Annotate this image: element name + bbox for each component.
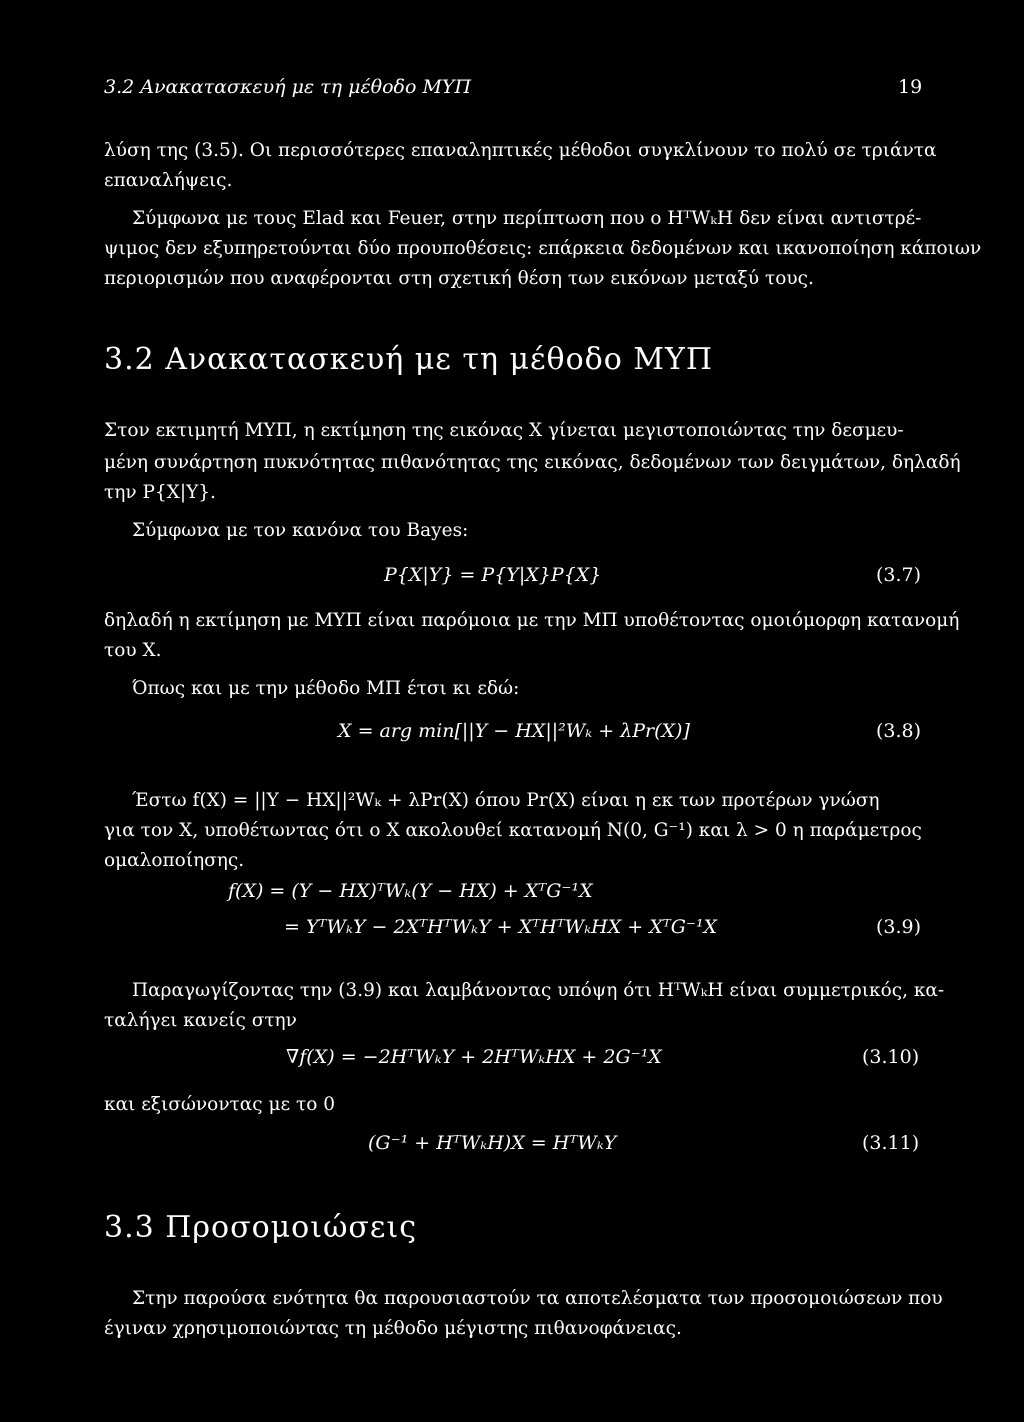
paragraph-line: Έστω f(X) = ||Y − HX||²Wₖ + λPr(X) όπου Pr(X) είναι η εκ των προτέρων γνώση: [132, 790, 880, 811]
equation-3-8: X = arg min[||Y − HX||²Wₖ + λPr(X)]: [338, 720, 690, 742]
equation-3-9-line2: = YᵀWₖY − 2XᵀHᵀWₖY + XᵀHᵀWₖHX + XᵀG⁻¹X: [284, 916, 718, 938]
paragraph-line: ψιμος δεν εξυπηρετούνται δύο προυποθέσεις: επάρκεια δεδομένων και ικανοποίηση κάποιων: [104, 238, 982, 259]
running-header-title: 3.2 Ανακατασκευή με τη μέθοδο ΜΥΠ: [104, 76, 472, 98]
paragraph-line: έγιναν χρησιμοποιώντας τη μέθοδο μέγιστης πιθανοφάνειας.: [104, 1318, 682, 1339]
equation-3-11: (G⁻¹ + HᵀWₖH)X = HᵀWₖY: [368, 1132, 617, 1154]
equation-number: (3.9): [876, 916, 922, 938]
paragraph-line: δηλαδή η εκτίμηση με ΜΥΠ είναι παρόμοια με την ΜΠ υποθέτοντας ομοιόμορφη κατανομή: [104, 610, 960, 631]
paragraph-line: Παραγωγίζοντας την (3.9) και λαμβάνοντας υπόψη ότι HᵀWₖH είναι συμμετρικός, κα-: [132, 980, 945, 1001]
paragraph-line: επαναλήψεις.: [104, 170, 233, 191]
paragraph-line: και εξισώνοντας με το 0: [104, 1094, 336, 1115]
paragraph-line: την P{X|Y}.: [104, 482, 216, 503]
paragraph-line: του X.: [104, 640, 162, 661]
equation-3-10: ∇f(X) = −2HᵀWₖY + 2HᵀWₖHX + 2G⁻¹X: [286, 1046, 662, 1068]
paragraph-line: Στην παρούσα ενότητα θα παρουσιαστούν τα αποτελέσματα των προσομοιώσεων που: [132, 1288, 943, 1309]
paragraph-line: ομαλοποίησης.: [104, 850, 245, 871]
paragraph-line: για τον X, υποθέτωντας ότι ο X ακολουθεί κατανομή N(0, G⁻¹) και λ > 0 η παράμετρος: [104, 820, 922, 841]
paragraph-line: περιορισμών που αναφέρονται στη σχετική θέση των εικόνων μεταξύ τους.: [104, 268, 814, 289]
section-heading-3-3: 3.3 Προσομοιώσεις: [104, 1210, 418, 1245]
equation-number: (3.10): [862, 1046, 920, 1068]
equation-3-7: P{X|Y} = P{Y|X}P{X}: [384, 564, 602, 586]
equation-3-9-line1: f(X) = (Y − HX)ᵀWₖ(Y − HX) + XᵀG⁻¹X: [228, 880, 593, 902]
equation-number: (3.11): [862, 1132, 920, 1154]
equation-number: (3.8): [876, 720, 922, 742]
paragraph-line: Όπως και με την μέθοδο ΜΠ έτσι κι εδώ:: [132, 678, 520, 699]
paragraph-line: Στον εκτιμητή ΜΥΠ, η εκτίμηση της εικόνας X γίνεται μεγιστοποιώντας την δεσμευ-: [104, 420, 904, 441]
paragraph-line: μένη συνάρτηση πυκνότητας πιθανότητας της εικόνας, δεδομένων των δειγμάτων, δηλαδή: [104, 452, 961, 473]
page-number: 19: [898, 76, 923, 98]
paragraph-line: Σύμφωνα με τους Elad και Feuer, στην περίπτωση που ο HᵀWₖH δεν είναι αντιστρέ-: [132, 208, 922, 229]
equation-number: (3.7): [876, 564, 922, 586]
paragraph-line: Σύμφωνα με τον κανόνα του Bayes:: [132, 520, 469, 541]
section-heading-3-2: 3.2 Ανακατασκευή με τη μέθοδο ΜΥΠ: [104, 342, 713, 377]
paragraph-line: λύση της (3.5). Οι περισσότερες επαναληπτικές μέθοδοι συγκλίνουν το πολύ σε τριάντα: [104, 140, 937, 161]
paragraph-line: ταλήγει κανείς στην: [104, 1010, 297, 1031]
